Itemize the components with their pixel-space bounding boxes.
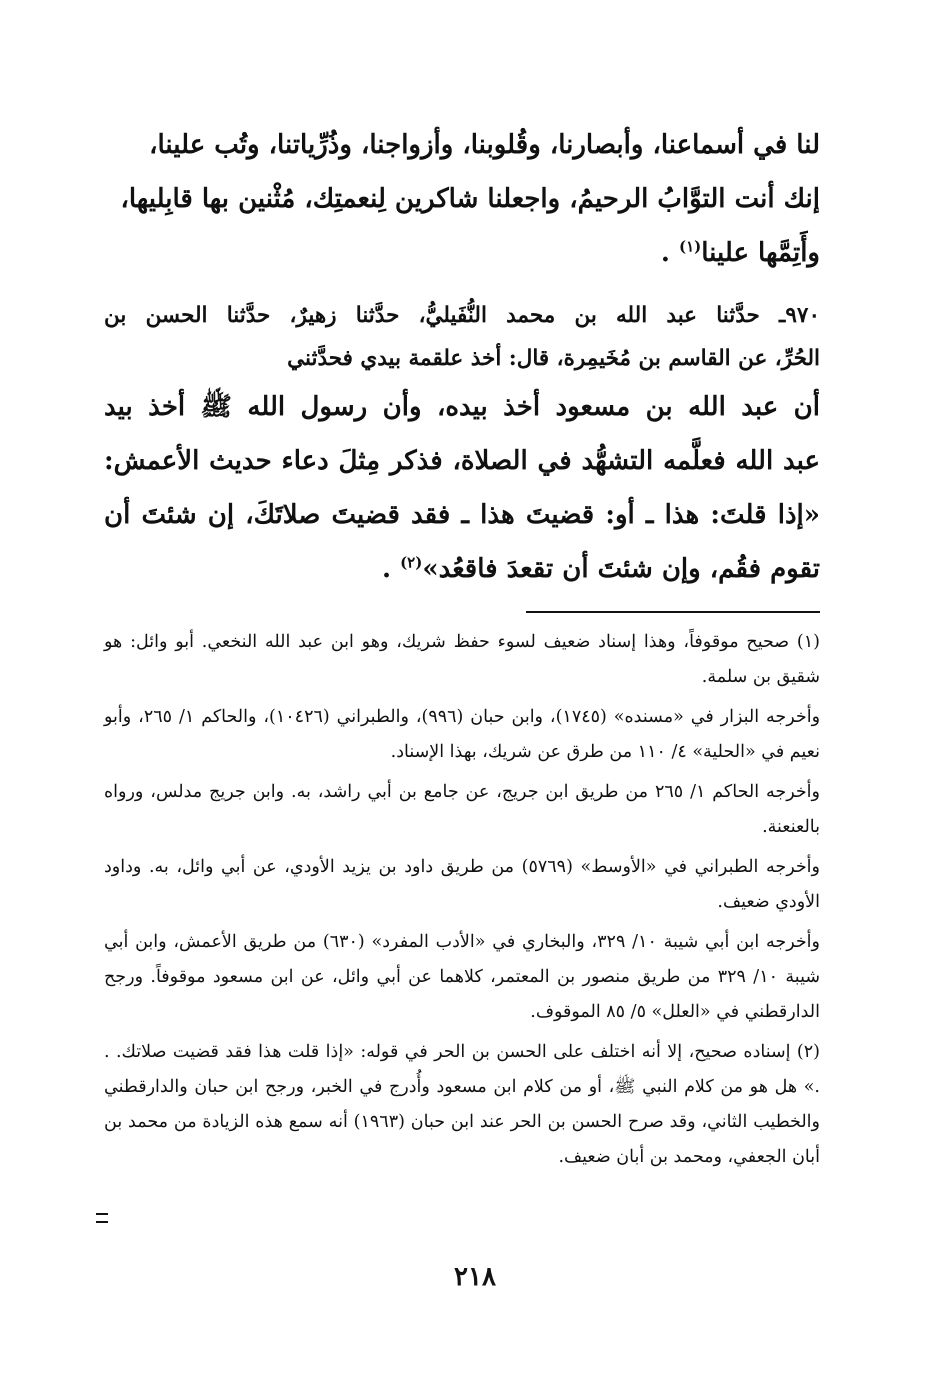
page-content bbox=[104, 118, 820, 1180]
matn-line: عبد الله فعلَّمه التشهُّد في الصلاة، فذكر مِثلَ دعاء حديث الأعمش: bbox=[104, 446, 820, 476]
footnote-paragraph: (٢) إسناده صحيح، إلا أنه اختلف على الحسن بن الحر في قوله: «إذا قلت هذا فقد قضيت صلاتك. . .» هل هو من كلام النبي ﷺ، أو من كلام ابن مسعود وأُدرج في الخبر، ورجح ابن حبان والدارقطني والخطيب الثاني، وقد صرح الحسن بن الحر عند ابن حبان (١٩٦٣) أنه سمع هذه الزيادة من محمد بن أبان الجعفي، ومحمد بن أبان ضعيف. bbox=[104, 1042, 820, 1167]
dua-line-text: وأَتِمَّها علينا bbox=[701, 238, 820, 268]
footnote-paragraph: (١) صحيح موقوفاً، وهذا إسناد ضعيف لسوء حفظ شريك، وهو ابن عبد الله النخعي. أبو وائل: هو شقيق بن سلمة. bbox=[104, 632, 820, 687]
isnad-line: الحُرِّ، عن القاسم بن مُخَيمِرة، قال: أخذ علقمة بيدي فحدَّثني bbox=[287, 346, 820, 371]
page-number: ٢١٨ bbox=[454, 1262, 496, 1292]
hadith-970-isnad bbox=[104, 294, 820, 380]
hadith-970-matn bbox=[104, 380, 820, 596]
matn-line-end: . bbox=[381, 554, 401, 584]
footnotes bbox=[104, 625, 820, 1175]
footnote-paragraph: وأخرجه الطبراني في «الأوسط» (٥٧٦٩) من طريق داود بن يزيد الأودي، عن أبي وائل، به. وداود الأودي ضعيف. bbox=[104, 857, 820, 912]
footnote-paragraph: وأخرجه البزار في «مسنده» (١٧٤٥)، وابن حبان (٩٩٦)، والطبراني (١٠٤٢٦)، والحاكم ١/ ٢٦٥، وأبو نعيم في «الحلية» ٤/ ١١٠ من طرق عن شريك، بهذا الإسناد. bbox=[104, 707, 821, 762]
footnote-ref: (١) bbox=[678, 237, 702, 256]
matn-line: أن عبد الله بن مسعود أخذ بيده، وأن رسول الله ﷺ أخذ بيد bbox=[104, 392, 820, 422]
continuation-mark bbox=[96, 1213, 108, 1223]
dua-line: إنك أنت التوَّابُ الرحيمُ، واجعلنا شاكرين لِنعمتِك، مُثْنين بها قابِليها، bbox=[120, 184, 820, 214]
main-text bbox=[104, 118, 820, 596]
dua-line bbox=[104, 226, 820, 280]
footnote-paragraph: وأخرجه الحاكم ١/ ٢٦٥ من طريق ابن جريج، عن جامع بن أبي راشد، به. وابن جريج مدلس، ورواه بالعنعنة. bbox=[104, 782, 820, 837]
footnote-ref: (٢) bbox=[400, 553, 423, 572]
isnad-line: ٩٧٠ـ حدَّثنا عبد الله بن محمد النُّفَيليُّ، حدَّثنا زهيرٌ، حدَّثنا الحسن بن bbox=[104, 303, 820, 328]
matn-line-text: تقوم فقُم، وإن شئتَ أن تقعدَ فاقعُد» bbox=[422, 554, 820, 584]
footnote-paragraph: وأخرجه ابن أبي شيبة ١٠/ ٣٢٩، والبخاري في «الأدب المفرد» (٦٣٠) من طريق الأعمش، وابن أبي شيبة ١٠/ ٣٢٩ من طريق منصور بن المعتمر، كلاهما عن أبي وائل، عن ابن مسعود موقوفاً. ورجح الدارقطني في «العلل» ٥/ ٨٥ الموقوف. bbox=[104, 932, 821, 1022]
footnote-separator bbox=[526, 611, 820, 613]
matn-line: «إذا قلتَ: هذا ـ أو: قضيتَ هذا ـ فقد قضيتَ صلاتَكَ، إن شئتَ أن bbox=[104, 500, 820, 530]
matn-line bbox=[104, 542, 820, 596]
dua-line: لنا في أسماعنا، وأبصارنا، وقُلوبنا، وأزواجنا، وذُرِّياتنا، وتُب علينا، bbox=[149, 130, 820, 160]
dua-line-end: . bbox=[660, 238, 679, 268]
